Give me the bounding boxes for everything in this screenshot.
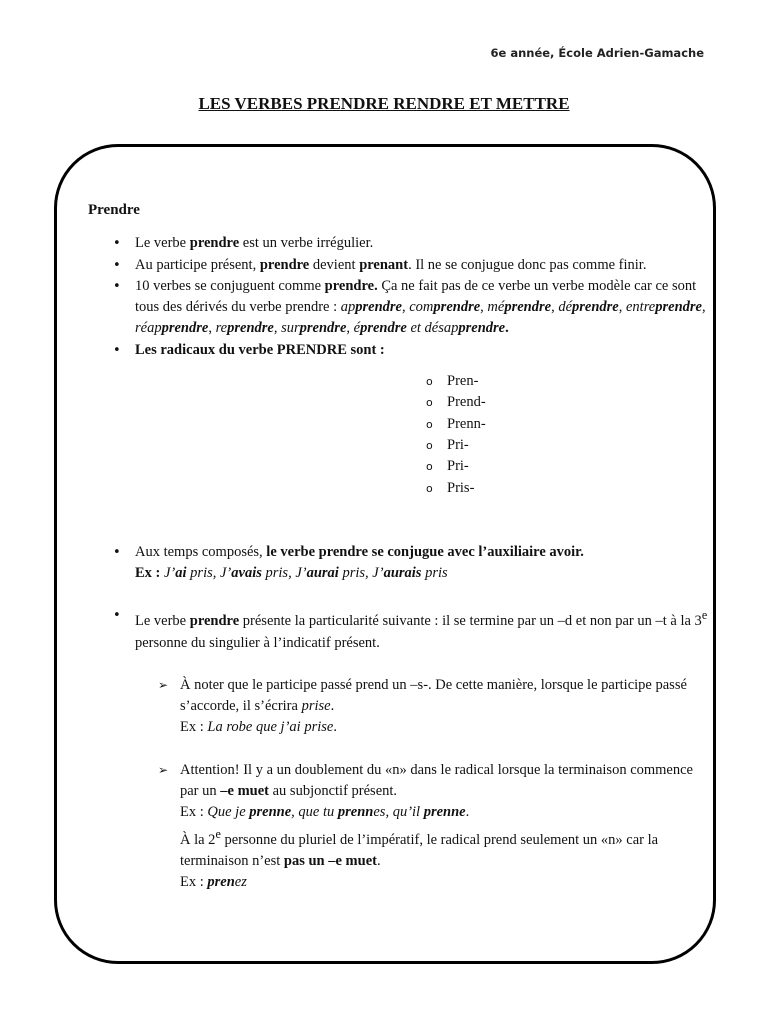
notes-list bbox=[88, 675, 708, 739]
verb-reapprendre: réapprendre bbox=[135, 320, 209, 337]
verb-desapprendre: désapprendre bbox=[424, 320, 506, 337]
list-item-particularity: • Le verbe prendre présente la particularité suivante : il se termine par un –d et non par un –t à la 3e personne du singulier à l’indicatif présent. bbox=[88, 605, 708, 653]
page-title bbox=[0, 94, 768, 114]
example-subjunctive: Que je prenne, que tu prennes, qu’il prenne bbox=[207, 804, 466, 821]
radical-item: o Pri- bbox=[135, 456, 708, 477]
verb-apprendre: apprendre bbox=[340, 299, 402, 316]
text-bold: le verbe prendre se conjugue avec l’auxiliaire avoir. bbox=[266, 543, 584, 560]
text-bold: prendre bbox=[259, 256, 310, 273]
text: Ça ne fait pas de ce verbe un verbe modèle car ce sont tous des dérivés du verbe prendre : bbox=[135, 277, 697, 316]
example-imperative: prenez bbox=[207, 874, 247, 891]
verb-deprendre: déprendre bbox=[558, 299, 619, 316]
list-item-irregular bbox=[88, 233, 708, 254]
content bbox=[88, 200, 708, 893]
text-bold: prendre bbox=[189, 235, 240, 252]
verb-meprendre: méprendre bbox=[487, 299, 552, 316]
text-bold: prendre bbox=[189, 613, 240, 630]
radical-item: o Prend- bbox=[135, 392, 708, 413]
radical-item: o Prenn- bbox=[135, 414, 708, 435]
notes-list-2 bbox=[88, 760, 708, 894]
text: Au participe présent, bbox=[135, 256, 260, 273]
list-item-auxiliary: • Aux temps composés, le verbe prendre se conjugue avec l’auxiliaire avoir. Ex : J’ai pris, J’avais pris, J’aurai pris, J’aurais pris bbox=[88, 542, 708, 585]
example-text: La robe que j’ai prise bbox=[207, 719, 334, 736]
list-item-radicals bbox=[88, 340, 708, 499]
rules-list-2 bbox=[88, 542, 708, 585]
rules-list-3 bbox=[88, 605, 708, 653]
header-school: 6e année, École Adrien-Gamache bbox=[490, 46, 704, 60]
verb-reprendre: reprendre bbox=[215, 320, 274, 337]
section-title: Prendre bbox=[88, 202, 140, 218]
radical-item: o Pren- bbox=[135, 371, 708, 392]
text: Le verbe bbox=[135, 235, 190, 252]
example-aurai: J’aurai pris, bbox=[295, 565, 373, 582]
example-aurais: J’aurais pris bbox=[372, 565, 448, 582]
verb-entreprendre: entreprendre bbox=[625, 299, 702, 316]
text: devient bbox=[309, 256, 360, 273]
text-bold: prenant bbox=[359, 256, 409, 273]
text: . Il ne se conjugue donc pas comme finir. bbox=[408, 256, 647, 273]
note-doubling: ➢ Attention! Il y a un doublement du «n» dans le radical lorsque la terminaison commence par un –e muet au subjonctif présent. Ex : Que je prenne, que tu prennes, qu’il prenne. À la 2e personne du pluriel de l’impératif, le radical prend seulement un «n» car la terminaison n’est pas un –e muet. Ex : prenez bbox=[88, 760, 708, 894]
verb-eprendre: éprendre bbox=[353, 320, 407, 337]
rules-list bbox=[88, 233, 708, 499]
note-participle: ➢ À noter que le participe passé prend un –s-. De cette manière, lorsque le participe passé s’accorde, il s’écrira prise. Ex : La robe que j’ai prise. bbox=[88, 675, 708, 739]
radicals-label: Les radicaux du verbe PRENDRE sont : bbox=[135, 341, 385, 358]
radicals-list bbox=[135, 371, 708, 499]
text: est un verbe irrégulier. bbox=[239, 235, 374, 252]
example-ai: J’ai pris, bbox=[164, 565, 220, 582]
list-item-participle bbox=[88, 255, 708, 276]
verb-surprendre: surprendre bbox=[281, 320, 347, 337]
text-bold: prendre. bbox=[324, 277, 378, 294]
list-item-derived-verbs: • 10 verbes se conjuguent comme prendre. Ça ne fait pas de ce verbe un verbe modèle car ce sont tous des dérivés du verbe prendre : apprendre, comprendre, méprendre, déprendre, entreprendre, réapprendre, reprendre, surprendre, éprendre et désapprendre. bbox=[88, 276, 708, 340]
example-avais: J’avais pris, bbox=[220, 565, 296, 582]
verb-comprendre: comprendre bbox=[409, 299, 481, 316]
title-text: LES VERBES PRENDRE RENDRE ET METTRE bbox=[198, 94, 570, 113]
radical-item: o Pri- bbox=[135, 435, 708, 456]
radical-item: o Pris- bbox=[135, 478, 708, 499]
text: 10 verbes se conjuguent comme bbox=[135, 277, 325, 294]
